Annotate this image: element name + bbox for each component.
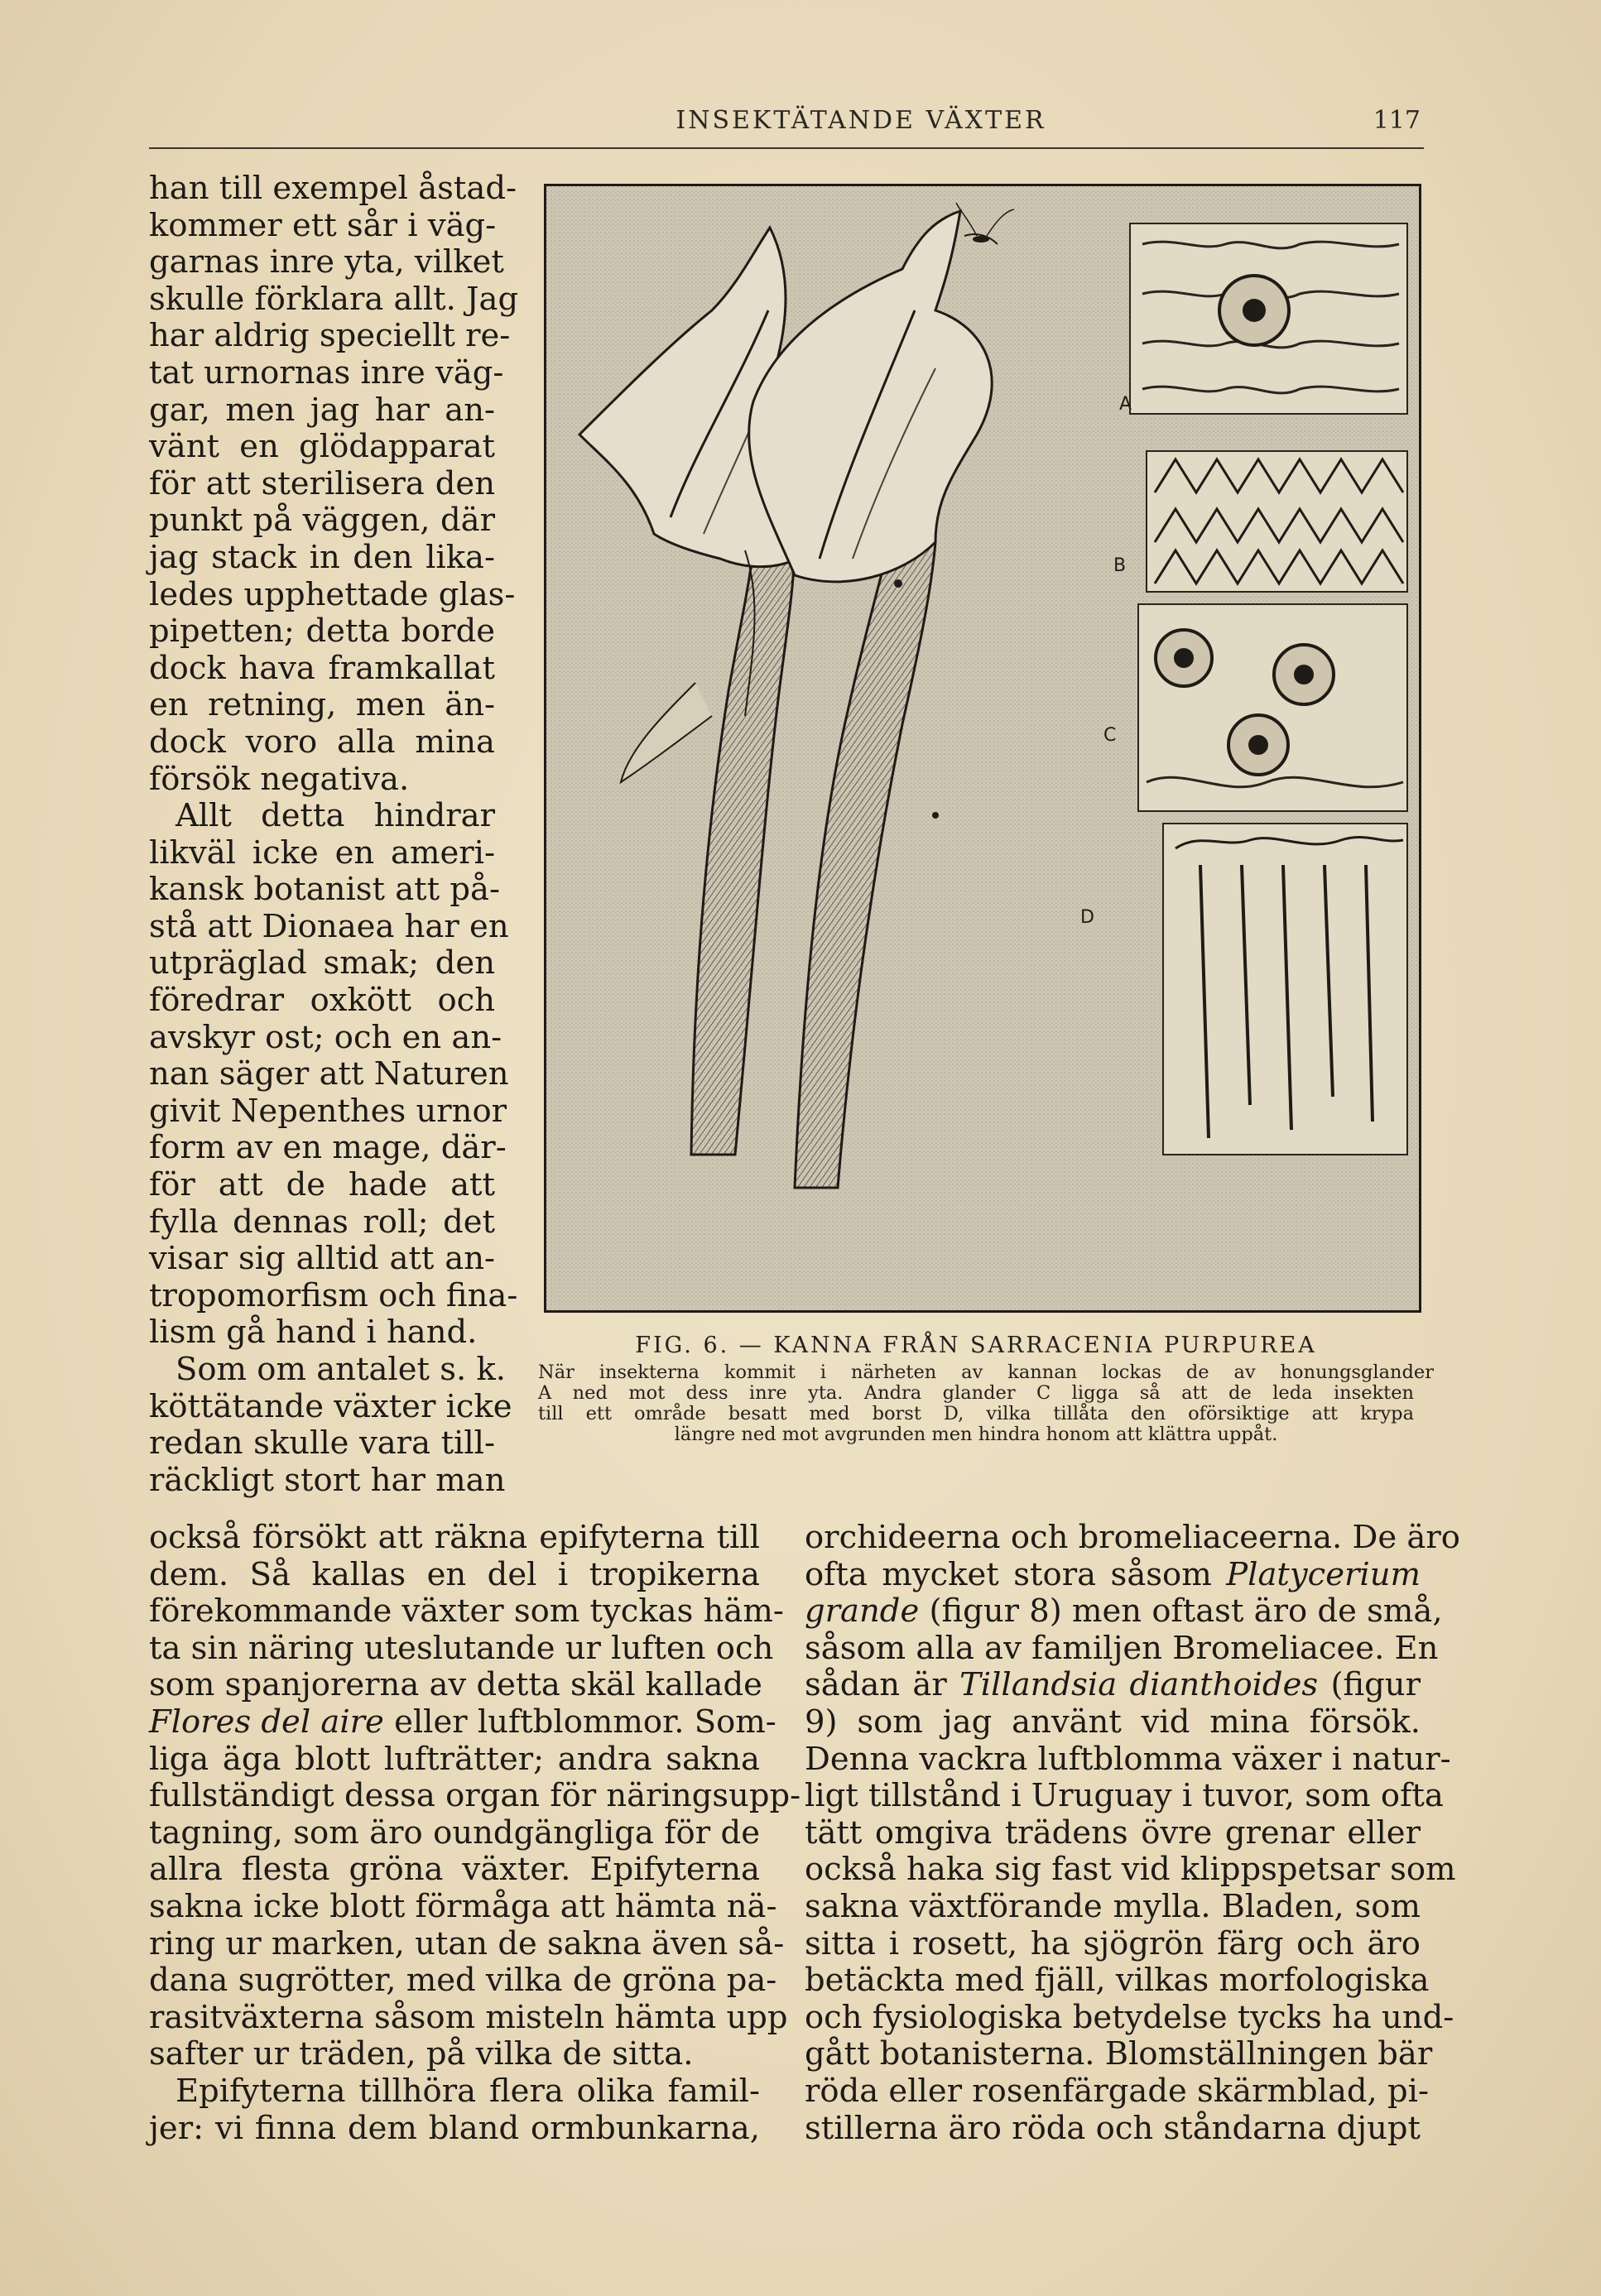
text-line: jer: vi finna dem bland ormbunkarna, <box>149 2109 760 2147</box>
caption-line: till ett område besatt med borst D, vilka tillåta den oförsiktige att krypa <box>538 1403 1414 1424</box>
text-line: fylla dennas roll; det <box>149 1203 495 1241</box>
text-line: som spanjorerna av detta skäl kallade <box>149 1666 762 1704</box>
text-line: gar, men jag har an- <box>149 391 495 429</box>
text-line: redan skulle vara till- <box>149 1424 495 1463</box>
text-line: Som om antalet s. k. <box>175 1351 507 1388</box>
text-fragment: tätt omgiva trädens övre grenar eller <box>805 1813 1421 1852</box>
left-column-text-continued <box>149 1519 801 2147</box>
text-fragment: (figur <box>1318 1666 1421 1704</box>
text-fragment: betäckta med fjäll, vilkas morfologiska <box>805 1962 1430 2000</box>
text-fragment: eller luftblommor. Som- <box>383 1703 776 1741</box>
text-line: punkt på väggen, där <box>149 502 495 540</box>
text-line <box>805 1998 1454 2037</box>
text-line: dock hava framkallat <box>149 649 495 687</box>
figure-caption <box>518 1329 1434 1445</box>
text-line: tropomorfism och fina- <box>149 1276 518 1314</box>
text-line: nan säger att Naturen <box>149 1055 509 1093</box>
text-line: lism gå hand i hand. <box>149 1314 478 1352</box>
text-line: räckligt stort har man <box>149 1461 506 1499</box>
text-line <box>805 2035 1433 2073</box>
text-line: kommer ett sår i väg- <box>149 206 497 244</box>
text-fragment: (figur 8) men oftast äro de små, <box>919 1592 1443 1631</box>
text-fragment: sitta i rosett, ha sjögrön färg och äro <box>805 1924 1421 1962</box>
text-line: visar sig alltid att an- <box>149 1240 495 1278</box>
panel-label-b: B <box>1113 555 1127 576</box>
page-number: 117 <box>1373 106 1421 135</box>
running-head <box>149 98 1424 149</box>
text-line <box>149 1557 760 1594</box>
text-line: köttätande växter icke <box>149 1387 512 1425</box>
italic-term: Tillandsia dianthoides <box>959 1666 1319 1704</box>
text-line: föredrar oxkött och <box>149 982 495 1020</box>
italic-term: grande <box>805 1592 920 1631</box>
text-line: för att sterilisera den <box>149 464 495 502</box>
text-line: har aldrig speciellt re- <box>149 317 511 355</box>
text-line <box>805 2072 1430 2111</box>
text-line: liga äga blott lufträtter; andra sakna <box>149 1740 760 1778</box>
caption-line: längre ned mot avgrunden men hindra honom att klättra uppåt. <box>674 1424 1278 1445</box>
text-line: form av en mage, där- <box>149 1129 507 1167</box>
text-line: förekommande växter som tyckas häm- <box>149 1592 784 1631</box>
text-fragment: röda eller rosenfärgade skärmblad, pi- <box>805 2072 1430 2110</box>
text-line: sakna icke blott förmåga att hämta nä- <box>149 1887 777 1925</box>
text-line: också försökt att räkna epifyterna till <box>149 1519 760 1556</box>
text-line <box>805 1815 1421 1852</box>
text-line: ta sin näring uteslutande ur luften och <box>149 1629 774 1667</box>
text-line: dana sugrötter, med vilka de gröna pa- <box>149 1962 777 2000</box>
text-line: Epifyterna tillhöra flera olika famil- <box>175 2072 760 2110</box>
text-line: ring ur marken, utan de sakna även så- <box>149 1924 785 1962</box>
text-line: allra flesta gröna växter. Epifyterna <box>149 1851 760 1889</box>
text-line: utpräglad smak; den <box>149 944 495 982</box>
figure-sarracenia-illustration <box>544 184 1421 1313</box>
text-line: en retning, men än- <box>149 686 495 724</box>
left-column-text <box>149 170 519 1499</box>
text-line: jag stack in den lika- <box>149 538 495 576</box>
text-line: dock voro alla mina <box>149 723 495 761</box>
panel-label-d: D <box>1080 907 1094 928</box>
text-line: givit Nepenthes urnor <box>149 1092 507 1130</box>
text-line <box>805 1926 1421 1963</box>
text-line <box>805 1557 1421 1594</box>
text-line: tat urnornas inre väg- <box>149 353 504 391</box>
caption-line: När insekterna kommit i närheten av kannan lockas de av honungsglander <box>538 1362 1434 1383</box>
text-fragment: gått botanisterna. Blomställningen bär <box>805 2035 1433 2073</box>
italic-term: Flores del aire <box>149 1703 384 1741</box>
text-line <box>805 1777 1444 1815</box>
text-line <box>805 1629 1439 1668</box>
text-line: försök negativa. <box>149 760 410 798</box>
text-line <box>805 1889 1421 1926</box>
caption-line: A ned mot dess inre yta. Andra glander C ligga så att de leda insekten <box>538 1382 1414 1404</box>
text-line: kansk botanist att på- <box>149 871 500 909</box>
text-line: garnas inre yta, vilket <box>149 243 504 281</box>
italic-term: Platycerium <box>1226 1555 1421 1593</box>
text-line: för att de hade att <box>149 1166 495 1204</box>
panel-d-bristles <box>1163 824 1407 1155</box>
text-fragment: 9) som jag använt vid mina försök. <box>805 1703 1421 1741</box>
panel-b-scales <box>1147 451 1407 592</box>
text-line: avskyr ost; och en an- <box>149 1018 502 1056</box>
text-fragment: såsom alla av familjen Bromeliacee. En <box>805 1629 1439 1667</box>
caption-title: FIG. 6. — KANNA FRÅN SARRACENIA PURPUREA <box>635 1333 1317 1358</box>
text-line <box>805 1962 1430 2000</box>
text-fragment: stillerna äro röda och ståndarna djupt <box>805 2109 1421 2147</box>
text-line: safter ur träden, på vilka de sitta. <box>149 2035 694 2073</box>
text-line <box>805 1667 1421 1704</box>
text-line: skulle förklara allt. Jag <box>149 280 519 318</box>
text-line: vänt en glödapparat <box>149 428 495 466</box>
panel-c-glands <box>1138 604 1407 811</box>
text-fragment: ofta mycket stora såsom <box>805 1555 1227 1593</box>
text-fragment: ligt tillstånd i Uruguay i tuvor, som ofta <box>805 1777 1444 1815</box>
text-line: stå att Dionaea har en <box>149 907 509 945</box>
panel-a-cells <box>1130 223 1407 414</box>
panel-label-a: A <box>1119 394 1132 415</box>
sarracenia-drawing <box>546 186 1419 1310</box>
text-line <box>805 1851 1456 1889</box>
text-line <box>805 1592 1443 1631</box>
text-fragment: orchideerna och bromeliaceerna. De äro <box>805 1519 1460 1556</box>
text-line <box>805 1704 1421 1741</box>
text-fragment: och fysiologiska betydelse tycks ha und- <box>805 1998 1454 2036</box>
text-line <box>149 1703 776 1741</box>
text-line <box>805 2111 1421 2148</box>
text-fragment: sakna växtförande mylla. Bladen, som <box>805 1887 1421 1925</box>
text-line: Allt detta hindrar <box>175 797 495 835</box>
text-fragment: sådan är <box>805 1666 960 1704</box>
text-fragment: dem. Så kallas en del i tropikerna <box>149 1555 760 1593</box>
text-line: pipetten; detta borde <box>149 612 495 651</box>
panel-label-c: C <box>1103 725 1117 746</box>
text-line: tagning, som äro oundgängliga för de <box>149 1813 760 1852</box>
text-line: fullständigt dessa organ för näringsupp- <box>149 1777 801 1815</box>
text-fragment: också haka sig fast vid klippspetsar som <box>805 1851 1456 1889</box>
text-line: likväl icke en ameri- <box>149 833 495 872</box>
text-line <box>805 1740 1451 1779</box>
text-line <box>805 1519 1460 1557</box>
text-fragment: Denna vackra luftblomma växer i natur- <box>805 1740 1451 1778</box>
text-line: ledes upphettade glas- <box>149 575 516 613</box>
text-line: han till exempel åstad- <box>149 170 517 207</box>
right-column-text <box>805 1519 1460 2147</box>
text-line: rasitväxterna såsom misteln hämta upp <box>149 1998 788 2036</box>
running-title: INSEKTÄTANDE VÄXTER <box>675 106 1046 135</box>
